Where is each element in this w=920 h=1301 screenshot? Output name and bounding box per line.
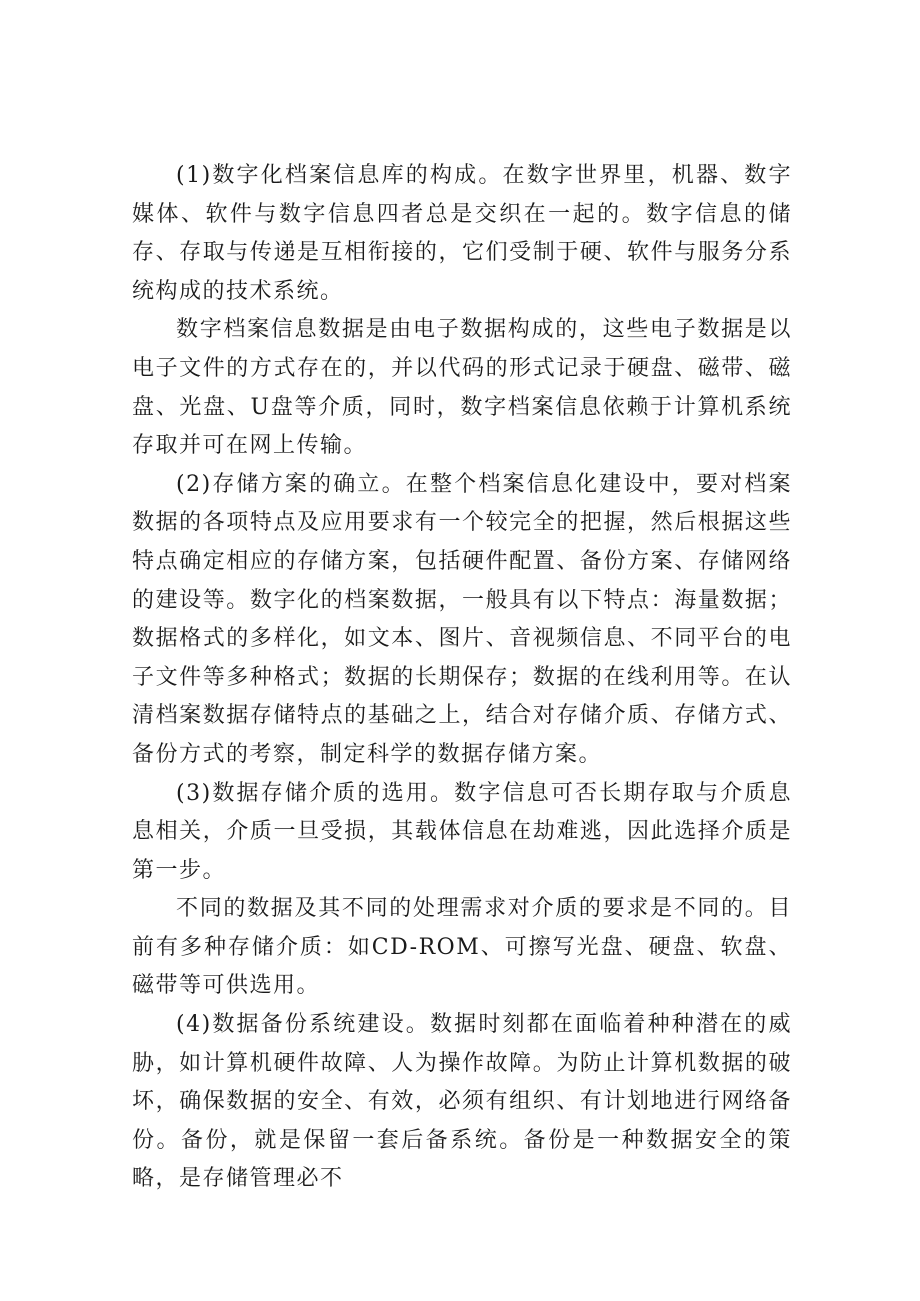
paragraph-electronic-data-storage: 数字档案信息数据是由电子数据构成的，这些电子数据是以电子文件的方式存在的，并以代码的形式记录于硬盘、磁带、磁盘、光盘、U盘等介质，同时，数字档案信息依赖于计算机系统存取并可在网上传输。 xyxy=(132,317,792,459)
paragraph-storage-media-selection: (3)数据存储介质的选用。数字信息可否长期存取与介质息息相关，介质一旦受损，其载体信息在劫难逃，因此选择介质是第一步。 xyxy=(132,780,792,883)
paragraph-backup-system: (4)数据备份系统建设。数据时刻都在面临着种种潜在的威胁，如计算机硬件故障、人为操作故障。为防止计算机数据的破坏，确保数据的安全、有效，必须有组织、有计划地进行网络备份。备份，就是保留一套后备系统。备份是一种数据安全的策略，是存储管理必不 xyxy=(132,1012,792,1192)
paragraph-digital-archive-database: (1)数字化档案信息库的构成。在数字世界里，机器、数字媒体、软件与数字信息四者总是交织在一起的。数字信息的储存、存取与传递是互相衔接的，它们受制于硬、软件与服务分系统构成的技术系统。 xyxy=(132,163,792,304)
paragraph-media-requirements: 不同的数据及其不同的处理需求对介质的要求是不同的。目前有多种存储介质：如CD-ROM、可擦写光盘、硬盘、软盘、磁带等可供选用。 xyxy=(132,896,792,999)
paragraph-storage-plan: (2)存储方案的确立。在整个档案信息化建设中，要对档案数据的各项特点及应用要求有一个较完全的把握，然后根据这些特点确定相应的存储方案，包括硬件配置、备份方案、存储网络的建设等。数字化的档案数据，一般具有以下特点：海量数据；数据格式的多样化，如文本、图片、音视频信息、不同平台的电子文件等多种格式；数据的长期保存；数据的在线利用等。在认清档案数据存储特点的基础之上，结合对存储介质、存储方式、备份方式的考察，制定科学的数据存储方案。 xyxy=(132,471,792,767)
document-body xyxy=(132,157,792,1199)
